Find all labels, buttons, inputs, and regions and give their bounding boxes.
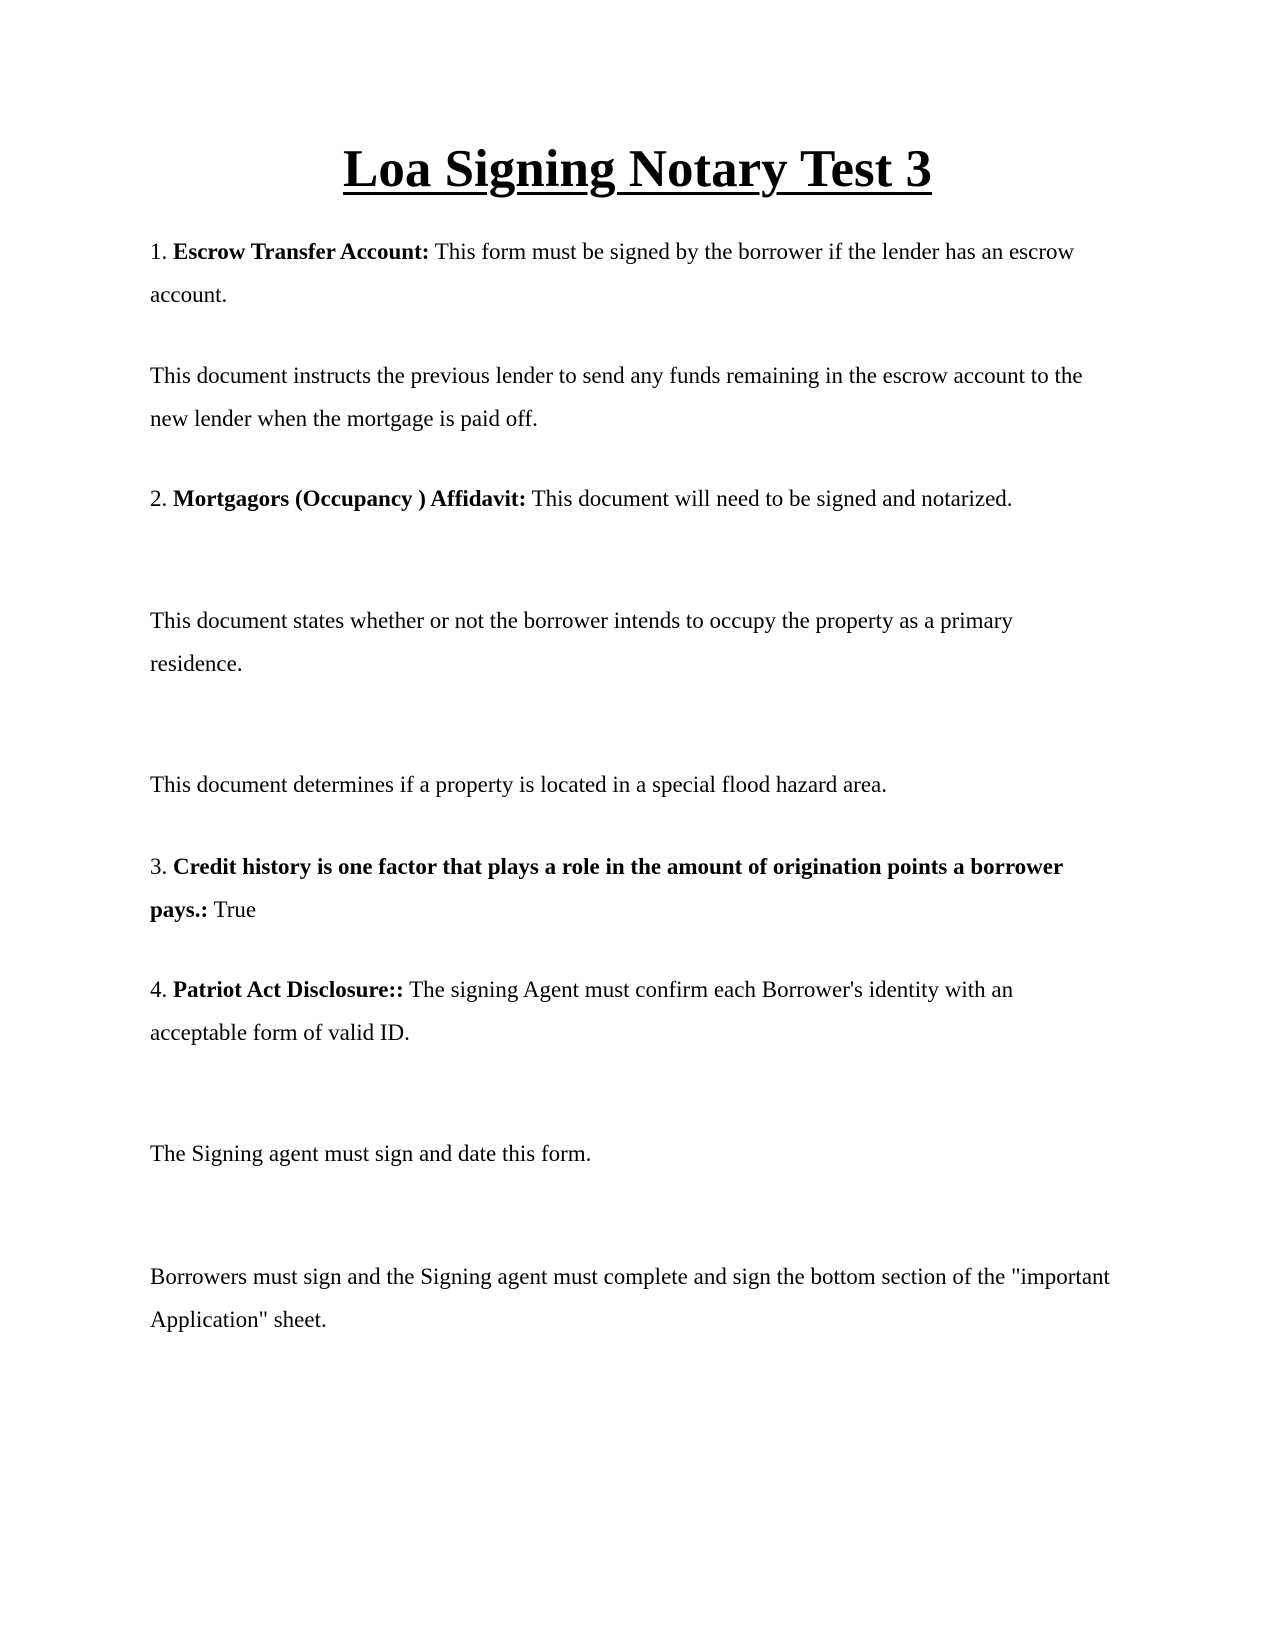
borrowers-sign-text: Borrowers must sign and the Signing agent must complete and sign the bottom section of the "important Application" sheet. <box>150 1264 1110 1332</box>
signing-agent-paragraph <box>150 1132 1110 1175</box>
item-3-text: True <box>208 897 257 922</box>
item-2-number: 2. <box>150 486 168 511</box>
escrow-instruction-text: This document instructs the previous lender to send any funds remaining in the escrow account to the new lender when the mortgage is paid off. <box>150 363 1083 431</box>
item-2-term: Mortgagors (Occupancy ) Affidavit: <box>173 486 527 511</box>
occupancy-paragraph <box>150 599 1110 685</box>
item-1-text: This form must be signed by the borrower if the lender has an escrow account. <box>150 239 1075 307</box>
item-1-escrow-transfer-account <box>150 230 1110 316</box>
escrow-instruction-paragraph <box>150 354 1110 440</box>
item-4-patriot-act-disclosure <box>150 968 1110 1054</box>
item-2-occupancy-affidavit <box>150 477 1110 520</box>
item-3-number: 3. <box>150 854 168 879</box>
item-2-text: This document will need to be signed and notarized. <box>526 486 1013 511</box>
item-1-number: 1. <box>150 239 168 264</box>
item-3-term: Credit history is one factor that plays a role in the amount of origination points a borrower pays.: <box>150 854 1063 922</box>
item-3-credit-history <box>150 845 1110 931</box>
flood-hazard-paragraph <box>150 763 1110 806</box>
borrowers-sign-paragraph <box>150 1255 1110 1341</box>
occupancy-text: This document states whether or not the borrower intends to occupy the property as a primary residence. <box>150 608 1013 676</box>
page-title <box>0 138 1275 202</box>
item-1-term: Escrow Transfer Account: <box>173 239 430 264</box>
signing-agent-text: The Signing agent must sign and date this form. <box>150 1141 592 1166</box>
item-4-text: The signing Agent must confirm each Borrower's identity with an acceptable form of valid ID. <box>150 977 1014 1045</box>
page-title-text: Loa Signing Notary Test 3 <box>342 140 932 198</box>
item-4-term: Patriot Act Disclosure:: <box>173 977 404 1002</box>
flood-hazard-text: This document determines if a property is located in a special flood hazard area. <box>150 772 887 797</box>
item-4-number: 4. <box>150 977 168 1002</box>
